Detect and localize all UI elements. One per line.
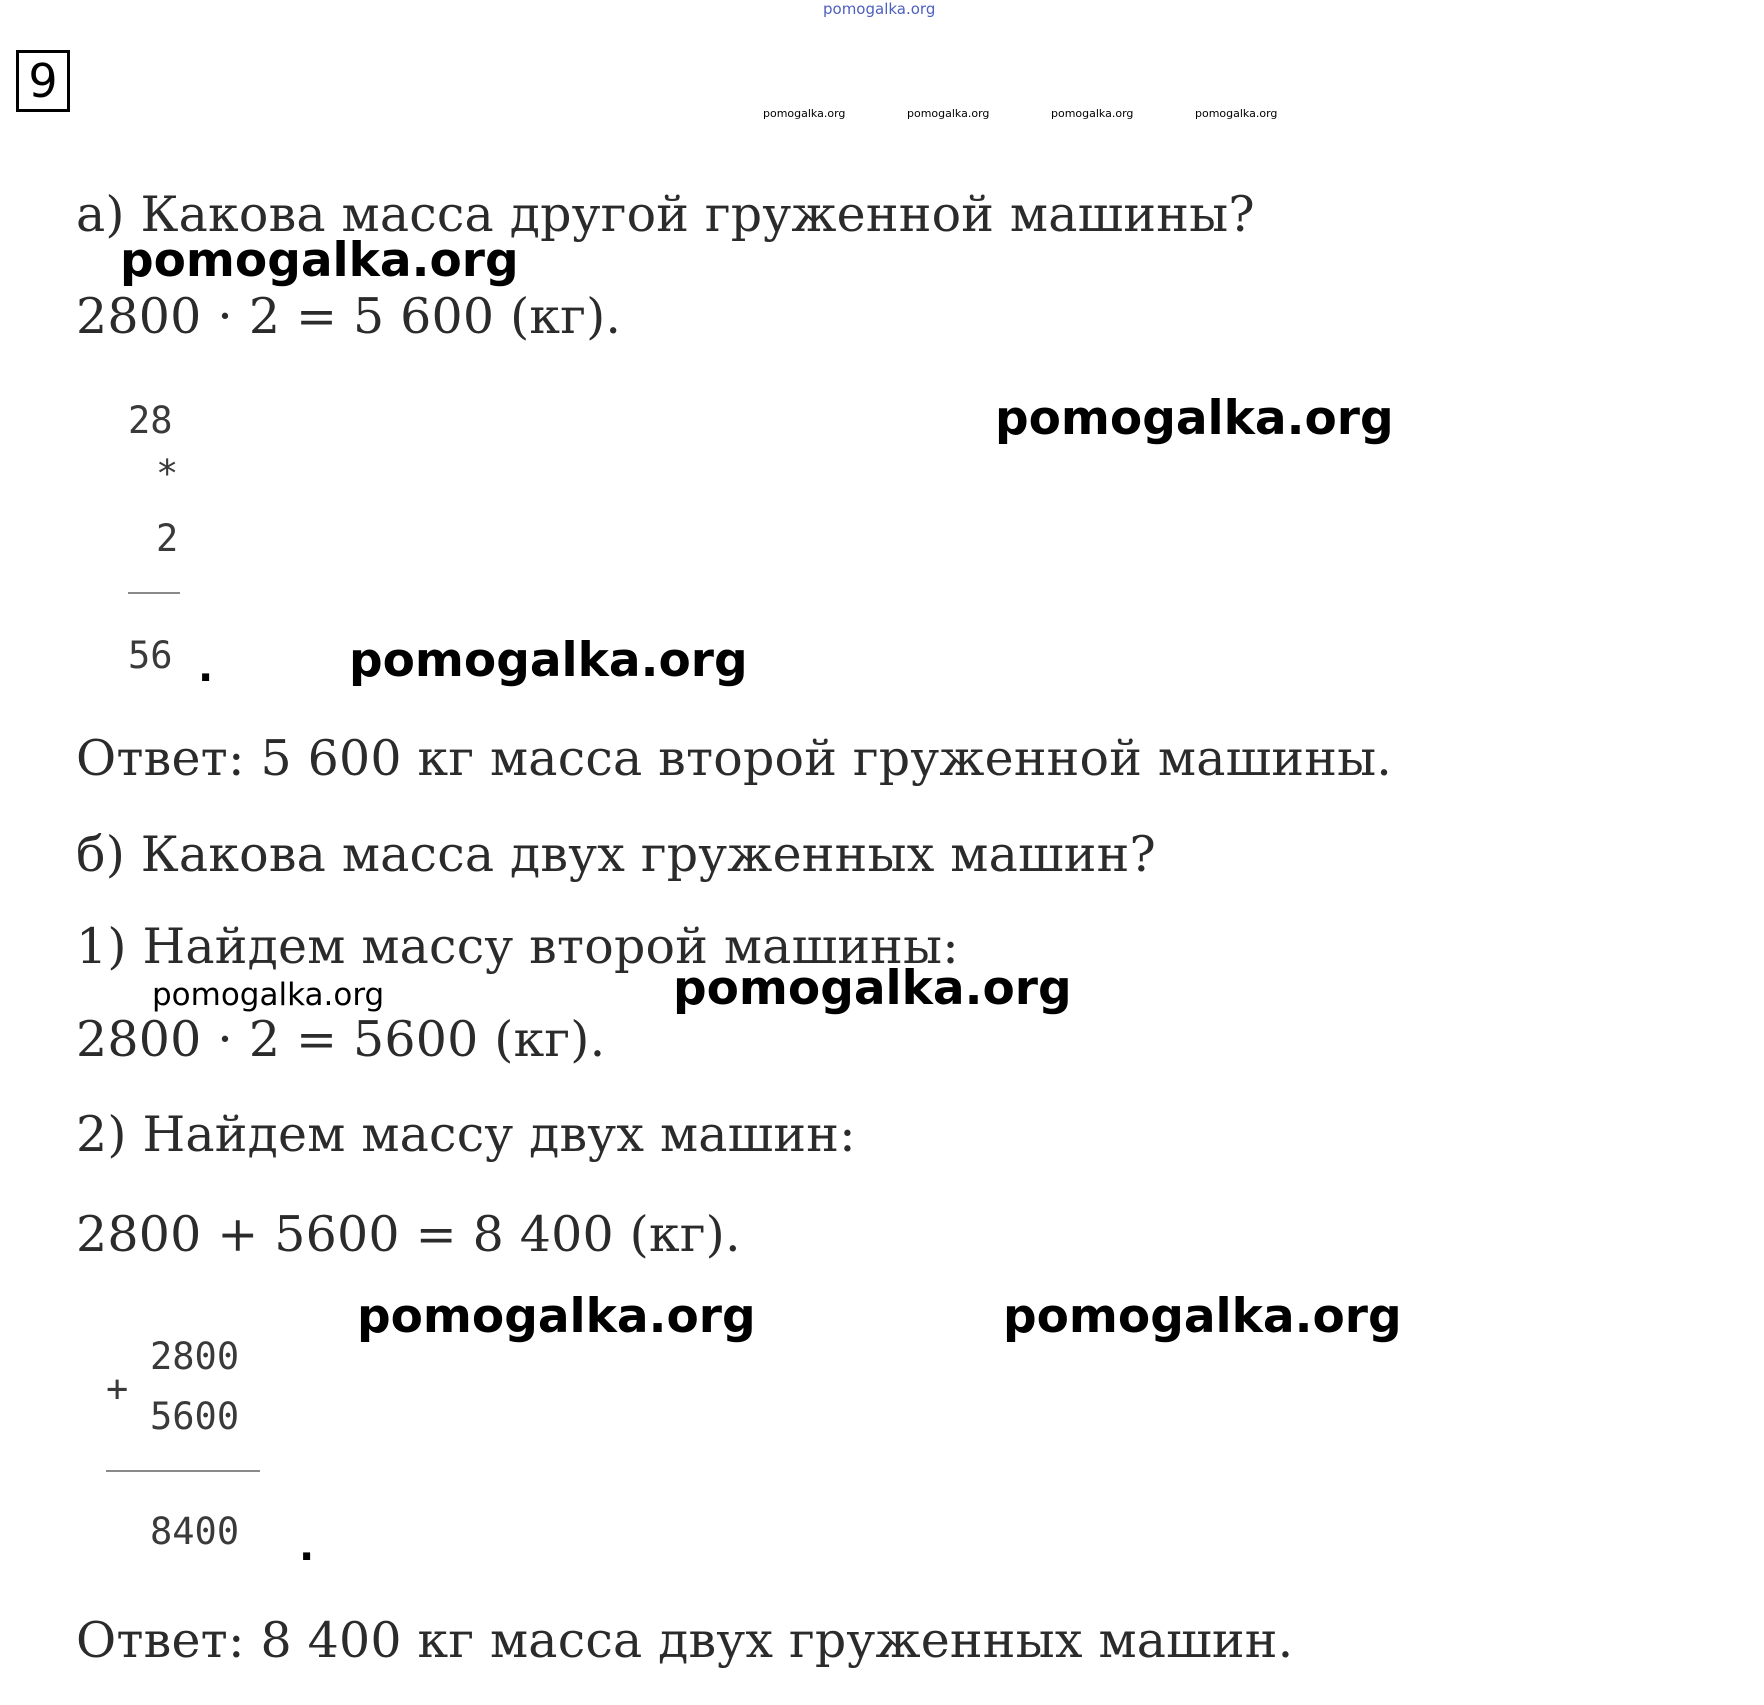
calc-a-end-mark: . bbox=[198, 645, 214, 691]
calc-a-rule bbox=[128, 592, 180, 594]
small-watermark-4: pomogalka.org bbox=[1195, 107, 1278, 120]
calc-b-operator: + bbox=[106, 1367, 129, 1410]
calc-b-operand2: 5600 bbox=[150, 1395, 240, 1438]
watermark-5: pomogalka.org bbox=[673, 961, 1072, 1016]
watermark-7: pomogalka.org bbox=[1003, 1289, 1402, 1344]
watermark-6: pomogalka.org bbox=[357, 1289, 756, 1344]
small-watermark-3: pomogalka.org bbox=[1051, 107, 1134, 120]
part-a-answer: Ответ: 5 600 кг масса второй груженной машины. bbox=[76, 730, 1393, 787]
watermark-4: pomogalka.org bbox=[152, 977, 385, 1013]
watermark-3: pomogalka.org bbox=[349, 633, 748, 688]
calc-b-rule bbox=[106, 1470, 260, 1472]
part-b-question: б) Какова масса двух груженных машин? bbox=[76, 826, 1156, 883]
task-number-box bbox=[16, 50, 70, 112]
part-b-step1-title: 1) Найдем массу второй машины: bbox=[76, 918, 959, 975]
part-b-step2-title: 2) Найдем массу двух машин: bbox=[76, 1106, 856, 1163]
watermark-1: pomogalka.org bbox=[120, 233, 519, 288]
watermark-2: pomogalka.org bbox=[995, 391, 1394, 446]
calc-a-operand1: 28 bbox=[128, 399, 173, 442]
calc-a-operator: * bbox=[156, 452, 179, 495]
part-b-step2-equation: 2800 + 5600 = 8 400 (кг). bbox=[76, 1206, 741, 1263]
calc-b-end-mark: . bbox=[299, 1524, 315, 1570]
part-b-answer: Ответ: 8 400 кг масса двух груженных машин. bbox=[76, 1612, 1294, 1669]
small-watermark-1: pomogalka.org bbox=[763, 107, 846, 120]
calc-b-operand1: 2800 bbox=[150, 1335, 240, 1378]
task-number: 9 bbox=[28, 54, 58, 108]
calc-b-result: 8400 bbox=[150, 1510, 240, 1553]
part-b-step1-equation: 2800 · 2 = 5600 (кг). bbox=[76, 1011, 606, 1068]
calc-a-operand2: 2 bbox=[156, 517, 179, 560]
part-a-question: а) Какова масса другой груженной машины? bbox=[76, 186, 1255, 243]
small-watermark-2: pomogalka.org bbox=[907, 107, 990, 120]
part-a-equation: 2800 · 2 = 5 600 (кг). bbox=[76, 288, 622, 345]
top-watermark: pomogalka.org bbox=[823, 0, 936, 18]
calc-a-result: 56 bbox=[128, 634, 173, 677]
